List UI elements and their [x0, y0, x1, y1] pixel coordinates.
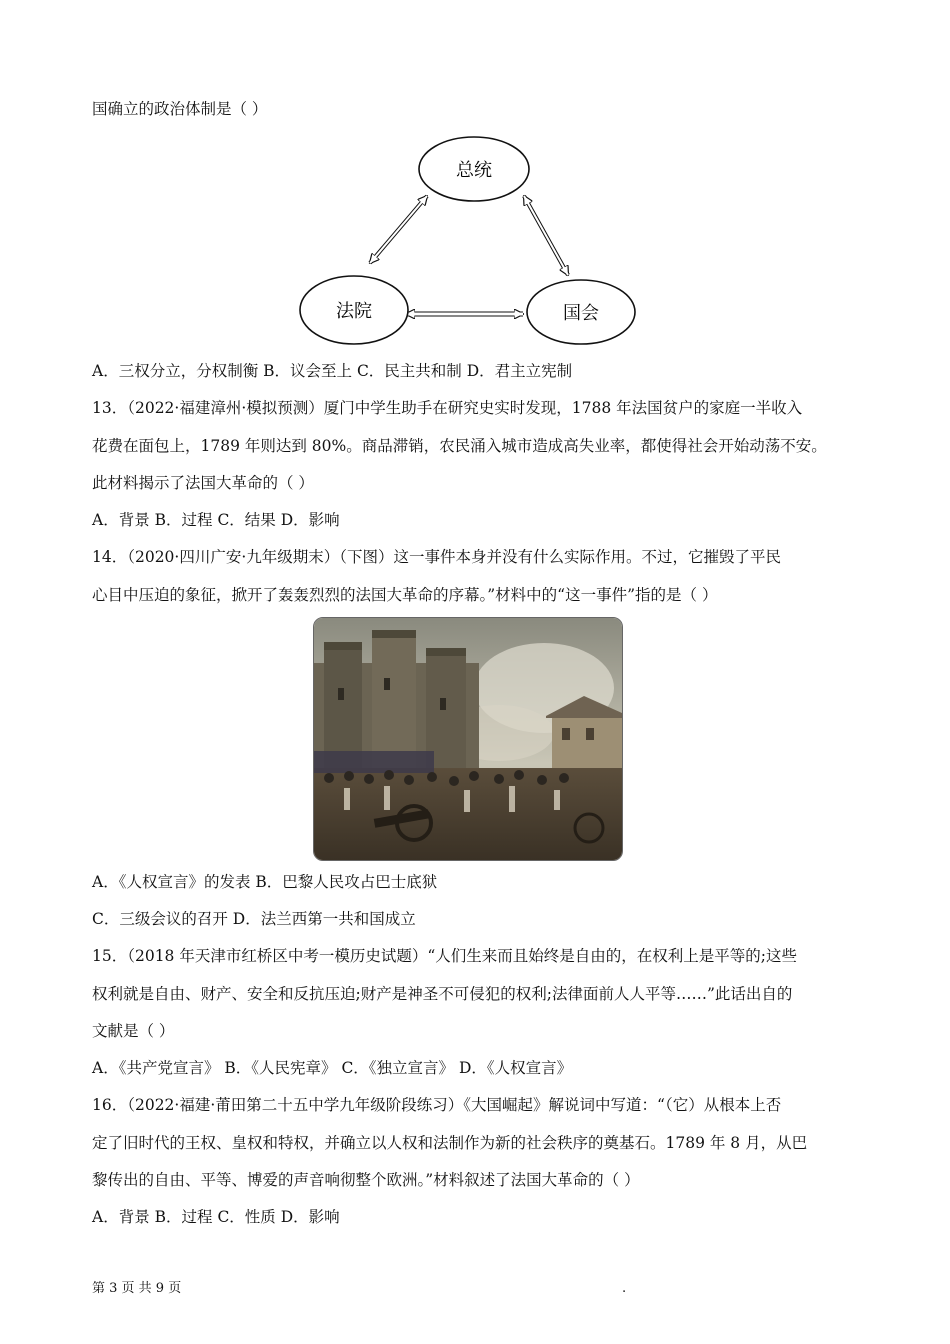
- q16-stem-line1: 16．（2022·福建·莆田第二十五中学九年级阶段练习）《大国崛起》解说词中写道：“（它）从根本上否: [92, 1096, 782, 1114]
- storming-of-bastille-painting: [313, 617, 623, 861]
- q15-stem-line3: 文献是（ ）: [92, 1022, 175, 1040]
- node-president: [419, 137, 529, 201]
- q14-stem-line1: 14．（2020·四川广安·九年级期末）（下图）这一事件本身并没有什么实际作用。不过，它摧毁了平民: [92, 548, 782, 566]
- double-arrow-icon: [524, 196, 568, 275]
- q16-options: A．背景 B．过程 C．性质 D．影响: [92, 1208, 340, 1226]
- node-president-label: 总统: [456, 160, 492, 181]
- q12-options: A．三权分立，分权制衡 B．议会至上 C．民主共和制 D．君主立宪制: [92, 362, 573, 380]
- q14-options-line1: A．《人权宣言》的发表 B．巴黎人民攻占巴士底狱: [92, 873, 438, 891]
- node-congress: [527, 280, 635, 344]
- us-government-diagram: [290, 132, 650, 354]
- q15-stem-line1: 15．（2018 年天津市红桥区中考一模历史试题）“人们生来而且始终是自由的，在权利上是平等的;这些: [92, 947, 797, 965]
- q13-stem-line2: 花费在面包上，1789 年则达到 80%。商品滞销，农民涌入城市造成高失业率，都使得社会开始动荡不安。: [92, 437, 827, 455]
- page-number: 第 3 页 共 9 页: [92, 1281, 182, 1296]
- q15-options: A．《共产党宣言》 B．《人民宪章》 C．《独立宣言》 D．《人权宣言》: [92, 1059, 573, 1077]
- double-arrow-icon: [370, 196, 427, 263]
- q12-stem-tail: 国确立的政治体制是（ ）: [92, 100, 268, 118]
- node-court: [300, 276, 408, 344]
- node-congress-label: 国会: [563, 303, 599, 324]
- q14-stem-line2: 心目中压迫的象征，掀开了轰轰烈烈的法国大革命的序幕。”材料中的“这一事件”指的是（ ）: [92, 586, 718, 604]
- q13-stem-line3: 此材料揭示了法国大革命的（ ）: [92, 474, 314, 492]
- q13-stem-line1: 13．（2022·福建漳州·模拟预测）厦门中学生助手在研究史实时发现，1788 年法国贫户的家庭一半收入: [92, 399, 803, 417]
- q16-stem-line2: 定了旧时代的王权、皇权和特权，并确立以人权和法制作为新的社会秩序的奠基石。1789 年 8 月，从巴: [92, 1134, 808, 1152]
- q15-stem-line2: 权利就是自由、财产、安全和反抗压迫;财产是神圣不可侵犯的权利;法律面前人人平等……”此话出自的: [92, 985, 793, 1003]
- q13-options: A．背景 B．过程 C．结果 D．影响: [92, 511, 340, 529]
- node-court-label: 法院: [336, 301, 372, 322]
- q16-stem-line3: 黎传出的自由、平等、博爱的声音响彻整个欧洲。”材料叙述了法国大革命的（ ）: [92, 1171, 640, 1189]
- q14-options-line2: C．三级会议的召开 D．法兰西第一共和国成立: [92, 910, 416, 928]
- footer-dot: .: [622, 1281, 627, 1296]
